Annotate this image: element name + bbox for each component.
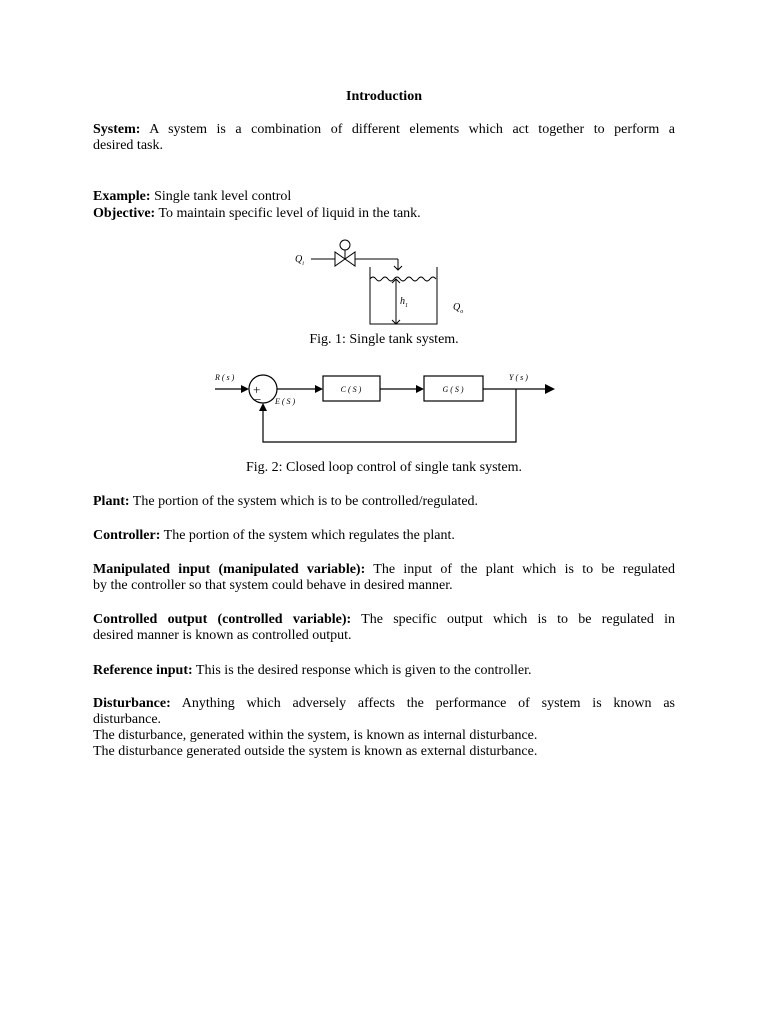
controlled-text-2: desired manner is known as controlled output. [93, 628, 352, 643]
outflow-label: $Q_o$ [453, 302, 464, 315]
reference-term: Reference input: [93, 663, 193, 678]
objective-term: Objective: [93, 206, 156, 221]
valve-icon-right [345, 252, 355, 266]
reference-text: This is the desired response which is given to the controller. [192, 663, 532, 678]
liquid-surface [370, 277, 436, 281]
controller-label: C ( S ) [340, 385, 362, 394]
page-title: Introduction [346, 89, 422, 104]
system-paragraph [93, 122, 675, 154]
manipulated-text-1: The input of the plant which is to be regulated [365, 562, 675, 577]
disturbance-paragraph [93, 696, 675, 760]
arrowhead-plant [416, 385, 424, 393]
manipulated-paragraph [93, 562, 675, 594]
objective-paragraph [93, 206, 675, 222]
fig1-caption: Fig. 1: Single tank system. [309, 332, 459, 347]
controller-paragraph [93, 528, 675, 544]
controlled-paragraph [93, 612, 675, 644]
plant-paragraph [93, 494, 675, 510]
single-tank-diagram [273, 232, 473, 332]
example-paragraph [93, 189, 675, 205]
controlled-term: Controlled output (controlled variable): [93, 612, 352, 627]
reference-label: R ( s ) [215, 373, 235, 382]
output-label: Y ( s ) [509, 373, 528, 382]
manipulated-text-2: by the controller so that system could behave in desired manner. [93, 578, 453, 593]
disturbance-text-3: The disturbance, generated within the system, is known as internal disturbance. [93, 728, 538, 743]
error-label: E ( S ) [275, 397, 296, 406]
block-diagram [211, 365, 561, 450]
arrowhead-output [545, 384, 555, 394]
system-text-1: A system is a combination of different elements which act together to perform a [140, 122, 675, 137]
disturbance-text-1: Anything which adversely affects the performance of system is known as [170, 696, 675, 711]
valve-actuator-icon [340, 240, 350, 250]
minus-sign: − [254, 392, 262, 407]
disturbance-text-2: disturbance. [93, 712, 162, 727]
example-text: Single tank level control [150, 189, 292, 204]
plant-label: G ( S ) [442, 385, 464, 394]
disturbance-term: Disturbance: [93, 696, 171, 711]
controller-term: Controller: [93, 528, 161, 543]
height-label: $h_1$ [400, 296, 408, 309]
example-term: Example: [93, 189, 151, 204]
objective-text: To maintain specific level of liquid in the tank. [155, 206, 421, 221]
arrowhead-controller [315, 385, 323, 393]
controller-text: The portion of the system which regulates the plant. [160, 528, 455, 543]
fig2-caption: Fig. 2: Closed loop control of single tank system. [245, 460, 523, 475]
plant-term: Plant: [93, 494, 130, 509]
disturbance-text-4: The disturbance generated outside the system is known as external disturbance. [93, 744, 538, 759]
manipulated-term: Manipulated input (manipulated variable): [93, 562, 366, 577]
plant-text: The portion of the system which is to be controlled/regulated. [129, 494, 479, 509]
system-text-2: desired task. [93, 138, 163, 153]
reference-paragraph [93, 663, 675, 679]
controlled-text-1: The specific output which is to be regulated in [351, 612, 675, 627]
valve-icon [335, 252, 345, 266]
system-term: System: [93, 122, 141, 137]
plus-sign: + [253, 382, 261, 397]
inflow-label: $Q_i$ [295, 254, 304, 267]
arrowhead-reference [241, 385, 249, 393]
